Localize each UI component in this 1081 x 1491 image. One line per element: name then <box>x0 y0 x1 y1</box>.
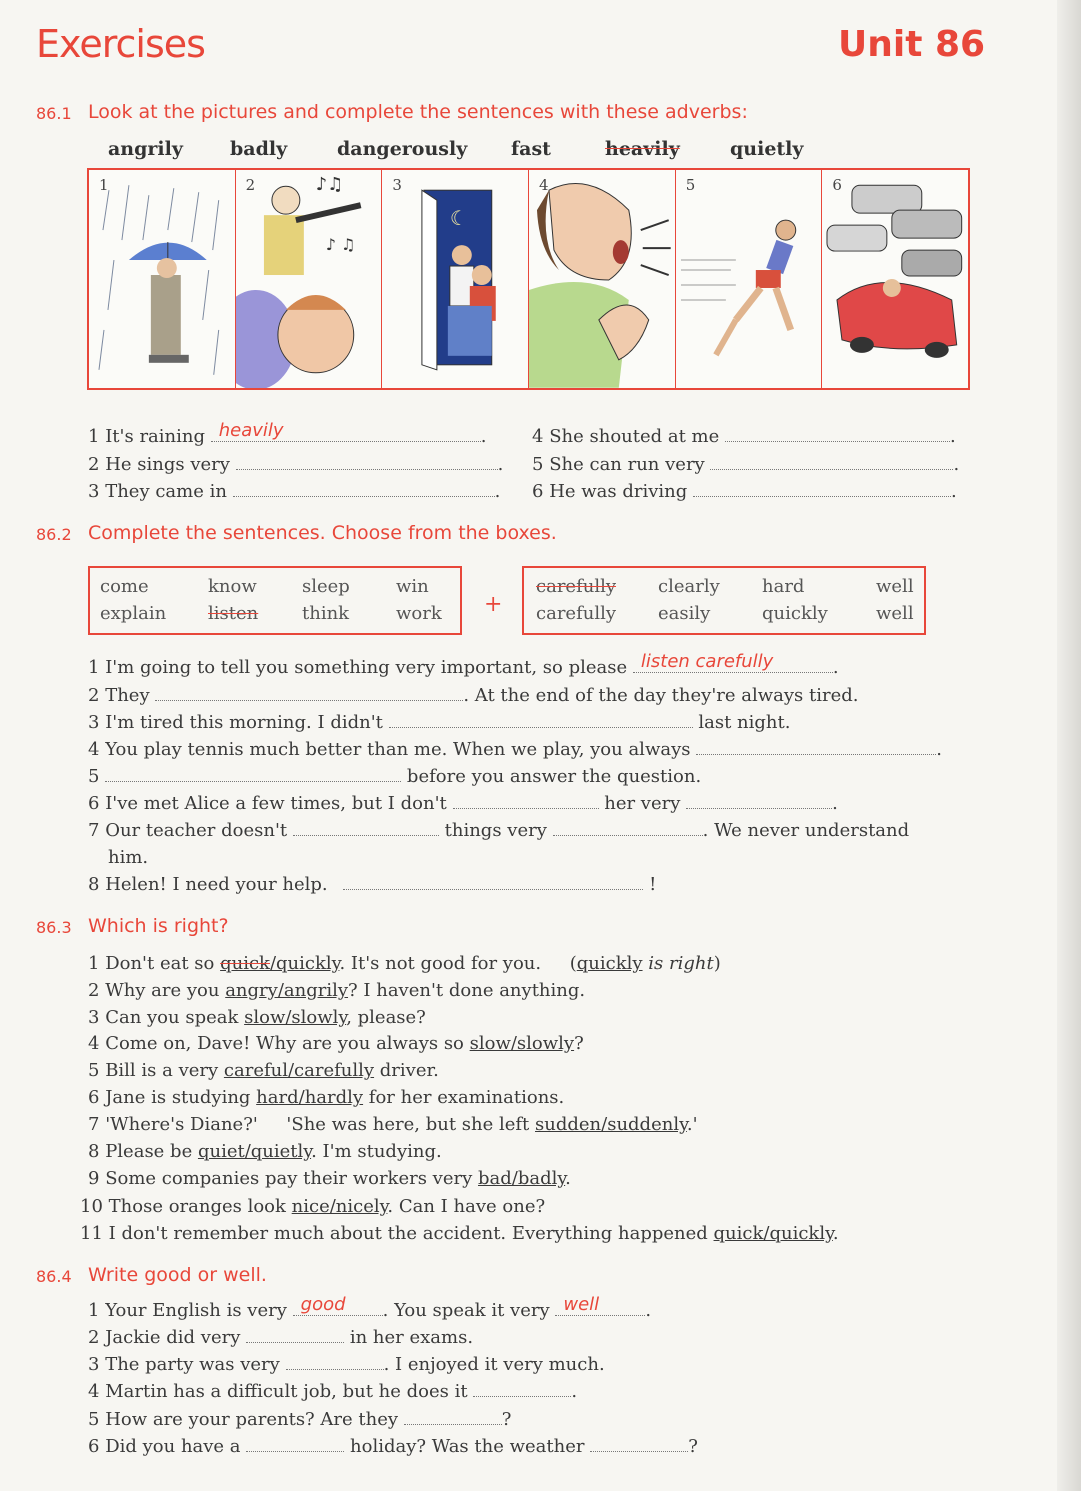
ex4-item-1: 1 Your English is very good . You speak it very well . <box>88 1294 652 1321</box>
choice-pair[interactable]: angry/angrily <box>225 980 349 1001</box>
ex1-item-6: 6 He was driving . <box>532 481 957 502</box>
exercise-heading-86-3: Which is right? <box>88 915 229 937</box>
answer-blank[interactable] <box>590 1437 688 1452</box>
ex2-item-3: 3 I'm tired this morning. I didn't last night. <box>88 712 791 733</box>
choice-pair[interactable]: quick/quickly <box>220 953 340 974</box>
adverb-box <box>522 566 926 635</box>
answer-blank[interactable] <box>293 821 439 836</box>
adverb-word: fast <box>511 138 551 160</box>
choice-pair[interactable]: quick/quickly <box>713 1223 833 1244</box>
unit-label: Unit 86 <box>838 24 986 65</box>
picture-number: 5 <box>685 176 696 194</box>
plus-sign: + <box>484 592 503 617</box>
answer-blank[interactable] <box>155 686 463 701</box>
ex1-item-2: 2 He sings very . <box>88 454 504 475</box>
answer-blank[interactable] <box>710 455 953 470</box>
exercise-heading-86-1: Look at the pictures and complete the sentences with these adverbs: <box>88 101 748 123</box>
picture-strip <box>87 168 970 390</box>
verb-box <box>88 566 462 635</box>
exercise-heading-86-2: Complete the sentences. Choose from the boxes. <box>88 522 557 544</box>
exercise-number-86-4: 86.4 <box>36 1267 72 1286</box>
ex2-item-4: 4 You play tennis much better than me. When we play, you always . <box>88 739 942 760</box>
adverb-word: angrily <box>108 138 183 160</box>
picture-number: 3 <box>392 176 402 194</box>
page-title: Exercises <box>36 22 205 66</box>
ex2-item-7: 7 Our teacher doesn't things very . We never understand <box>88 820 910 841</box>
page-gutter-shade <box>1057 0 1081 1491</box>
ex1-item-1: 1 It's raining heavily . <box>88 420 487 447</box>
picture-5-running <box>676 170 823 388</box>
box-word-crossed: carefully <box>536 576 617 597</box>
answer-blank[interactable] <box>725 427 950 442</box>
box-word: win <box>396 576 429 597</box>
answer-blank[interactable] <box>404 1410 502 1425</box>
adverb-word-crossed: heavily <box>605 138 680 160</box>
answer-blank[interactable] <box>693 482 951 497</box>
ex1-item-5: 5 She can run very . <box>532 454 960 475</box>
ex3-item-5: 5 Bill is a very careful/carefully driver. <box>88 1060 439 1081</box>
ex1-item-3: 3 They came in . <box>88 481 501 502</box>
box-word: work <box>396 603 442 624</box>
ex1-item-4: 4 She shouted at me . <box>532 426 956 447</box>
shouting-illustration <box>529 170 675 388</box>
ex3-item-3: 3 Can you speak slow/slowly, please? <box>88 1007 426 1028</box>
box-word: hard <box>762 576 805 597</box>
ex4-item-3: 3 The party was very . I enjoyed it very much. <box>88 1354 605 1375</box>
answer-blank[interactable] <box>246 1437 344 1452</box>
choice-pair[interactable]: sudden/suddenly <box>535 1114 687 1135</box>
answer-blank[interactable] <box>389 713 693 728</box>
picture-1-rain <box>89 170 236 388</box>
picture-number: 6 <box>832 176 842 194</box>
singing-illustration <box>236 170 382 388</box>
ex2-item-8: 8 Helen! I need your help. ! <box>88 874 657 895</box>
ex3-item-11: 11 I don't remember much about the accident. Everything happened quick/quickly. <box>80 1223 839 1244</box>
choice-pair[interactable]: nice/nicely <box>291 1196 388 1217</box>
ex3-item-4: 4 Come on, Dave! Why are you always so slow/slowly? <box>88 1033 584 1054</box>
box-word: explain <box>100 603 167 624</box>
svg-text:☾: ☾ <box>450 206 469 231</box>
box-word: well <box>876 603 914 624</box>
picture-3-door <box>382 170 529 388</box>
adverb-word: dangerously <box>337 138 468 160</box>
answer-blank[interactable] <box>553 821 703 836</box>
rain-illustration <box>89 170 235 388</box>
running-illustration <box>676 170 822 388</box>
picture-number: 2 <box>245 176 256 194</box>
box-word: clearly <box>658 576 720 597</box>
ex2-item-2: 2 They . At the end of the day they're always tired. <box>88 685 859 706</box>
answer-blank[interactable] <box>686 794 832 809</box>
box-word: think <box>302 603 350 624</box>
picture-6-driving <box>822 170 968 388</box>
adverb-list <box>108 138 808 164</box>
answer-blank[interactable] <box>236 455 498 470</box>
adverb-word: quietly <box>730 138 804 160</box>
exercise-heading-86-4: Write good or well. <box>88 1264 267 1286</box>
answer-blank[interactable] <box>473 1382 571 1397</box>
box-word: well <box>876 576 914 597</box>
ex3-item-9: 9 Some companies pay their workers very bad/badly. <box>88 1168 571 1189</box>
door-illustration <box>382 170 528 388</box>
ex2-item-5: 5 before you answer the question. <box>88 766 702 787</box>
box-word: easily <box>658 603 711 624</box>
exercise-number-86-2: 86.2 <box>36 525 72 544</box>
answer-blank[interactable] <box>696 740 936 755</box>
box-word: sleep <box>302 576 350 597</box>
ex4-item-6: 6 Did you have a holiday? Was the weather ? <box>88 1436 698 1457</box>
exercise-number-86-3: 86.3 <box>36 918 72 937</box>
ex2-item-1: 1 I'm going to tell you something very important, so please listen carefully . <box>88 651 839 678</box>
ex3-item-2: 2 Why are you angry/angrily? I haven't done anything. <box>88 980 586 1001</box>
answer-handwritten: listen carefully <box>640 651 774 672</box>
ex3-item-6: 6 Jane is studying hard/hardly for her examinations. <box>88 1087 565 1108</box>
picture-number: 4 <box>539 176 549 194</box>
svg-text:♪♫: ♪♫ <box>315 174 344 196</box>
picture-number: 1 <box>99 176 109 194</box>
ex3-item-1: 1 Don't eat so quick/quickly. It's not good for you. (quickly is right) <box>88 953 721 974</box>
answer-blank[interactable] <box>233 482 495 497</box>
ex3-item-8: 8 Please be quiet/quietly. I'm studying. <box>88 1141 442 1162</box>
ex2-item-7-cont: him. <box>108 847 149 868</box>
ex3-item-7: 7 'Where's Diane?' 'She was here, but she left sudden/suddenly.' <box>88 1114 698 1135</box>
answer-blank[interactable] <box>343 875 643 890</box>
choice-pair[interactable]: bad/badly <box>478 1168 566 1189</box>
choice-pair[interactable]: slow/slowly <box>244 1007 347 1028</box>
ex2-item-6: 6 I've met Alice a few times, but I don't her very . <box>88 793 838 814</box>
ex3-item-10: 10 Those oranges look nice/nicely. Can I have one? <box>80 1196 546 1217</box>
ex4-item-2: 2 Jackie did very in her exams. <box>88 1327 474 1348</box>
box-word: know <box>208 576 257 597</box>
svg-text:♪ ♫: ♪ ♫ <box>325 235 356 255</box>
driving-illustration <box>822 170 968 388</box>
box-word: come <box>100 576 149 597</box>
answer-blank[interactable] <box>105 767 401 782</box>
answer-blank[interactable] <box>246 1328 344 1343</box>
ex4-item-5: 5 How are your parents? Are they ? <box>88 1409 512 1430</box>
answer-blank[interactable] <box>286 1355 384 1370</box>
box-word: quickly <box>762 603 828 624</box>
adverb-word: badly <box>230 138 288 160</box>
answer-handwritten: heavily <box>218 420 284 441</box>
ex4-item-4: 4 Martin has a difficult job, but he does it . <box>88 1381 578 1402</box>
choice-pair[interactable]: quiet/quietly <box>197 1141 312 1162</box>
picture-2-singing <box>236 170 383 388</box>
answer-blank[interactable] <box>453 794 599 809</box>
choice-pair[interactable]: careful/carefully <box>223 1060 375 1081</box>
choice-pair[interactable]: slow/slowly <box>469 1033 575 1054</box>
box-word-crossed: listen <box>208 603 259 624</box>
exercise-number-86-1: 86.1 <box>36 104 72 123</box>
picture-4-shouting <box>529 170 676 388</box>
answer-handwritten: good <box>300 1294 346 1315</box>
answer-handwritten: well <box>563 1294 600 1315</box>
box-word: carefully <box>536 603 617 624</box>
choice-pair[interactable]: hard/hardly <box>256 1087 364 1108</box>
